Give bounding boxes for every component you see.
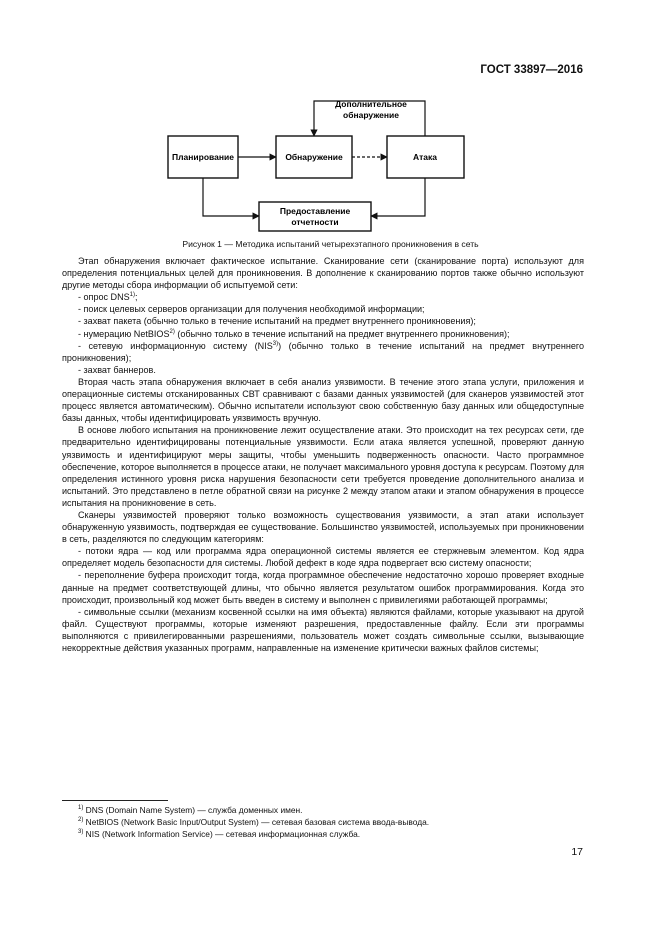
footnote-text: NIS (Network Information Service) — сетевая информационная служба. <box>83 829 361 839</box>
list-item: - потоки ядра — код или программа ядра операционной системы является ее стержневым элементом. Код ядра определяет модель безопасности для системы. Любой дефект в коде ядра подвергает всю систему опасности; <box>62 546 584 569</box>
paragraph: Вторая часть этапа обнаружения включает в себя анализ уязвимости. В течение этого этапа услуги, приложения и операционные системы отсканированных СВТ сравнивают с базами данных уязвимостей (для сканеров уязвимостей этот процесс является автоматическим). Обычно испытатели используют свою собственную базу данных или общедоступные базы данных, чтобы идентифицировать уязвимость вручную. <box>62 376 584 424</box>
label-extra-discovery-1: Дополнительное <box>335 99 407 109</box>
list-text: ) (обычно только в течение испытаний на предмет внутреннего проникновения); <box>62 340 584 363</box>
paragraph: Этап обнаружения включает фактическое испытание. Сканирование сети (сканирование порта) используют для определения потенциальных целей для проникновения. В дополнение к сканированию портов также обычно используют другие методы сбора информации об испытуемой сети: <box>62 256 584 291</box>
list-item <box>62 328 584 340</box>
footnote <box>62 829 582 840</box>
figure-caption: Рисунок 1 — Методика испытаний четырехэтапного проникновения в сеть <box>182 239 479 249</box>
footnote-ref: 3) <box>272 340 279 347</box>
list-item <box>62 340 584 364</box>
label-reporting-1: Предоставление <box>279 206 351 216</box>
paragraph: В основе любого испытания на проникновение лежит осуществление атаки. Это происходит на тех ресурсах сети, где предварительно идентифицированы потенциальные уязвимости. Если атака является успешной, проверяют данную уязвимость и идентифицируют меры защиты, чтобы уменьшить подверженность опасности. Часто программное обеспечение, которое выполняется в процессе атаки, не получает максимального уровня доступа к ресурсам. Поэтому для определения истинного уровня риска нарушения безопасности сети требуется проведение дополнительного анализа и испытаний. Это представлено в петле обратной связи на рисунке 2 между этапом атаки и этапом обнаружения в процессе испытания на проникновение в сеть. <box>62 425 584 508</box>
footnote-text: DNS (Domain Name System) — служба доменных имен. <box>83 805 303 815</box>
list-text: - сетевую информационную систему (NIS <box>78 340 273 351</box>
arrow-planning-to-reporting <box>203 178 259 216</box>
figure-flow-diagram <box>0 0 661 260</box>
label-discovery: Обнаружение <box>285 152 343 162</box>
footnote <box>62 805 582 816</box>
list-text: (обычно только в течение испытаний на предмет внутреннего проникновения); <box>174 328 510 339</box>
footnote-mark: 1) <box>78 805 84 812</box>
document-code: ГОСТ 33897—2016 <box>480 64 583 76</box>
list-text: ; <box>135 292 138 303</box>
main-text <box>62 255 584 654</box>
list-item <box>62 291 584 303</box>
paragraph: Сканеры уязвимостей проверяют только возможность существования уязвимости, а этап атаки использует обнаруженную уязвимость, подтверждая ее существование. Большинство уязвимостей, используемых при проникновении в сеть, разделяются по следующим категориям: <box>62 509 584 545</box>
arrow-attack-to-reporting <box>371 178 425 216</box>
label-extra-discovery-2: обнаружение <box>343 110 399 120</box>
footnote-ref: 1) <box>129 292 136 299</box>
footnote-text: NetBIOS (Network Basic Input/Output System) — сетевая базовая система ввода-вывода. <box>83 817 430 827</box>
list-item: - переполнение буфера происходит тогда, когда программное обеспечение недостаточно хорошо проверяет входные данные на предмет соответствующей длины, что обычно является результатом ошибок программирования. Когда это происходит, произвольный код может быть введен в систему и выполнен с привилегиями работающей программы; <box>62 570 584 605</box>
list-item: - символьные ссылки (механизм косвенной ссылки на имя объекта) являются файлами, которые указывают на другой файл. Существуют программы, которые изменяют разрешения, предоставленные файлу. Если эти программы выполняются с привилегированными разрешениями, пользователь может создать символьные ссылки, вызывающие некорректные действия указанных программ, направленные на изменение критически важных файлов системы; <box>62 606 584 653</box>
list-text: - нумерацию NetBIOS <box>78 328 170 339</box>
list-text: - опрос DNS <box>78 292 130 303</box>
footnote-separator <box>62 800 168 801</box>
list-item: - захват баннеров. <box>78 364 156 375</box>
footnote-mark: 3) <box>78 829 84 836</box>
list-item: - поиск целевых серверов организации для получения необходимой информации; <box>78 304 425 315</box>
footnote-ref: 2) <box>169 328 175 335</box>
list-item: - захват пакета (обычно только в течение испытаний на предмет внутреннего проникновения); <box>78 316 476 327</box>
footnote <box>62 817 582 828</box>
footnote-mark: 2) <box>78 817 84 824</box>
label-reporting-2: отчетности <box>291 217 339 227</box>
label-attack: Атака <box>413 152 437 162</box>
label-planning: Планирование <box>172 152 234 162</box>
page-number: 17 <box>571 846 583 858</box>
